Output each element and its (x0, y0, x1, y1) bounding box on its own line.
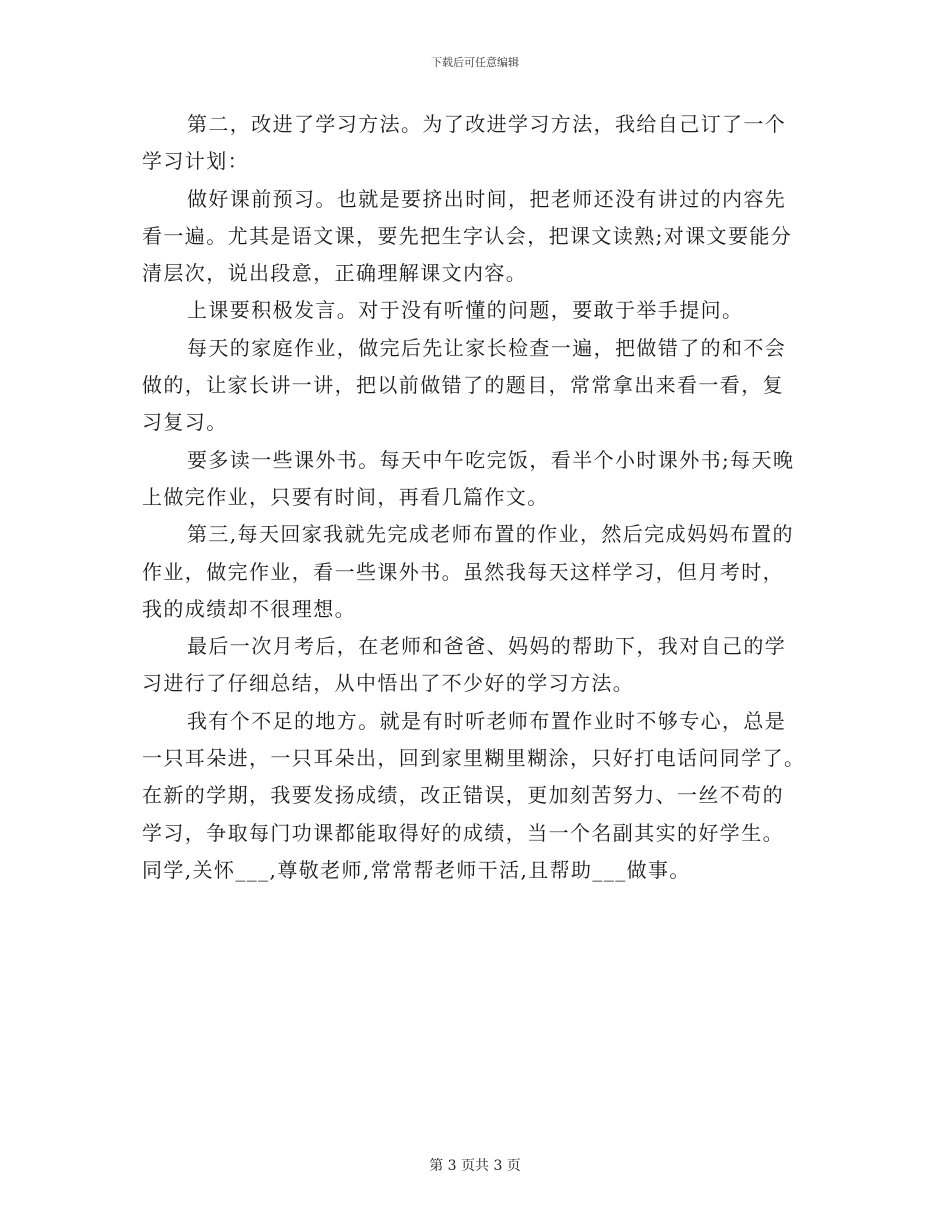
text-line: 学习，争取每门功课都能取得好的成绩，当一个名副其实的好学生。 (142, 820, 784, 845)
page-header: 下载后可任意编辑 (431, 56, 519, 69)
text-line: 习复习。 (142, 410, 228, 435)
text-line: 习进行了仔细总结，从中悟出了不少好的学习方法。 (142, 671, 635, 696)
text-line: 最后一次月考后，在老师和爸爸、妈妈的帮助下，我对自己的学 (187, 634, 787, 659)
text-line: 第二，改进了学习方法。为了改进学习方法，我给自己订了一个 (187, 112, 787, 136)
text-line: 我有个不足的地方。就是有时听老师布置作业时不够专心，总是 (187, 708, 787, 733)
text-line: 我的成绩却不很理想。 (142, 596, 356, 621)
text-line: 清层次，说出段意，正确理解课文内容。 (142, 261, 528, 286)
text-line: 每天的家庭作业，做完后先让家长检查一遍，把做错了的和不会 (187, 335, 787, 360)
text-line: 作业，做完作业，看一些课外书。虽然我每天这样学习，但月考时， (142, 559, 784, 584)
text-line: 同学,关怀___,尊敬老师,常常帮老师干活,且帮助___做事。 (142, 857, 691, 882)
text-line: 做的，让家长讲一讲，把以前做错了的题目，常常拿出来看一看，复 (142, 373, 784, 398)
text-line: 一只耳朵进，一只耳朵出，回到家里糊里糊涂，只好打电话问同学了。 (142, 746, 806, 771)
text-line: 看一遍。尤其是语文课，要先把生字认会，把课文读熟;对课文要能分 (142, 223, 793, 248)
text-line: 做好课前预习。也就是要挤出时间，把老师还没有讲过的内容先 (187, 186, 787, 211)
text-line: 第三,每天回家我就先完成老师布置的作业，然后完成妈妈布置的 (187, 522, 794, 547)
text-line: 在新的学期，我要发扬成绩，改正错误，更加刻苦努力、一丝不苟的 (142, 783, 784, 808)
page-number: 第 3 页共 3 页 (429, 1158, 521, 1174)
document-body (142, 106, 812, 889)
body-paragraph (142, 106, 812, 889)
text-line: 上课要积极发言。对于没有听懂的问题，要敢于举手提问。 (187, 298, 744, 323)
text-line: 要多读一些课外书。每天中午吃完饭，看半个小时课外书;每天晚 (187, 447, 795, 472)
text-line: 上做完作业，只要有时间，再看几篇作文。 (142, 484, 549, 509)
text-line: 学习计划： (142, 149, 249, 174)
